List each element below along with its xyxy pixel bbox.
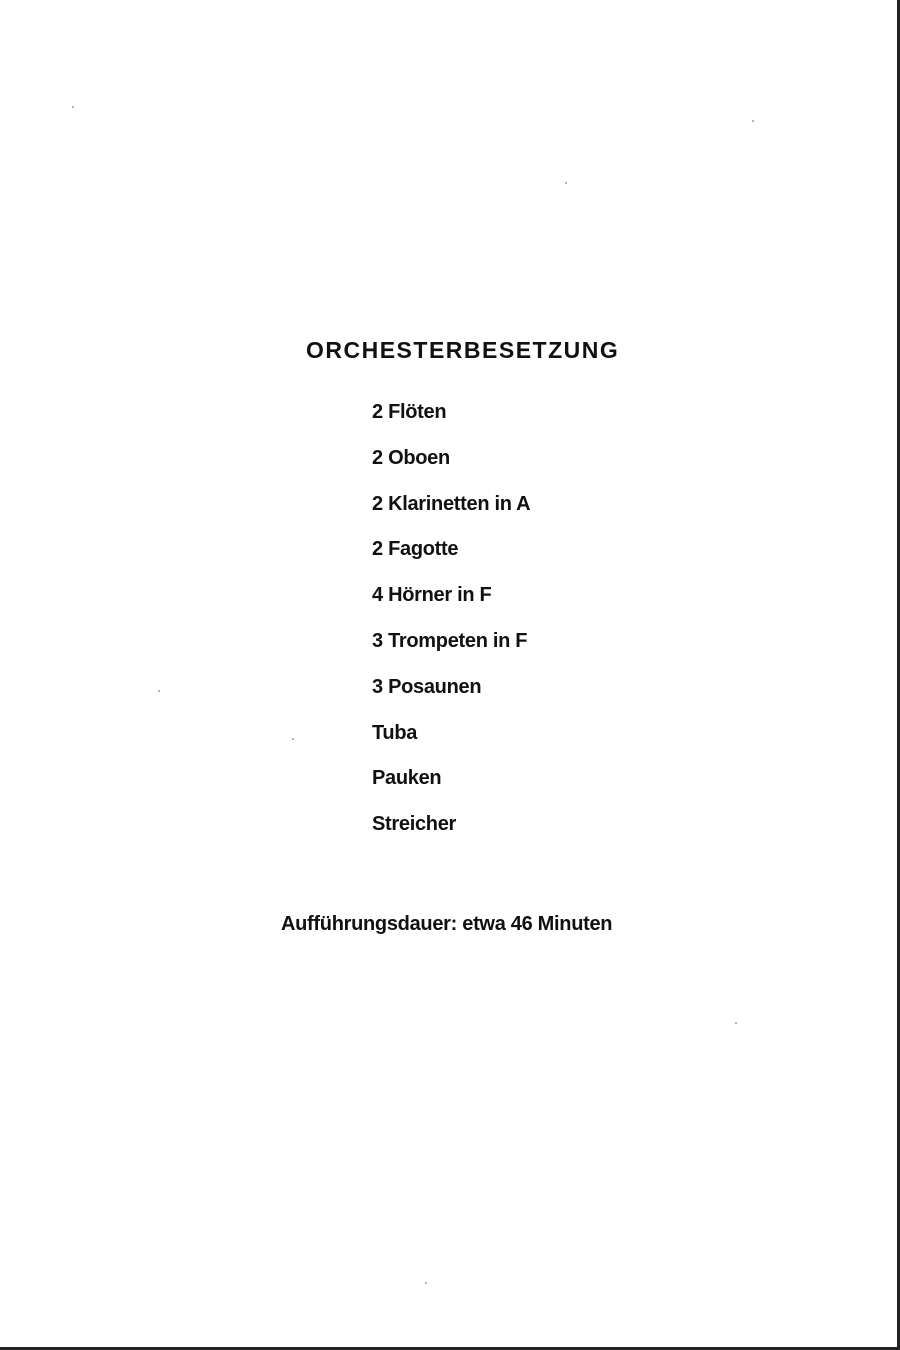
scan-speck <box>752 120 754 122</box>
instrument-item: 3 Trompeten in F <box>372 629 528 652</box>
instrument-item: 4 Hörner in F <box>372 584 492 607</box>
scan-speck <box>735 1022 737 1024</box>
instrument-list <box>372 398 530 856</box>
scan-speck <box>158 690 160 692</box>
instrument-item: 3 Posaunen <box>372 675 482 698</box>
instrument-item: Tuba <box>372 721 418 744</box>
scan-speck <box>425 1282 427 1284</box>
scan-speck <box>565 182 567 184</box>
scan-speck <box>292 738 294 740</box>
scan-speck <box>72 106 74 108</box>
instrument-item: 2 Flöten <box>372 401 447 423</box>
instrument-item: Pauken <box>372 767 442 790</box>
instrument-item: 2 Klarinetten in A <box>372 492 531 515</box>
instrument-item: 2 Oboen <box>372 446 450 469</box>
page-title: ORCHESTERBESETZUNG <box>306 337 620 363</box>
instrument-item: 2 Fagotte <box>372 538 459 561</box>
instrument-item: Streicher <box>372 813 457 836</box>
performance-duration: Aufführungsdauer: etwa 46 Minuten <box>281 913 613 935</box>
